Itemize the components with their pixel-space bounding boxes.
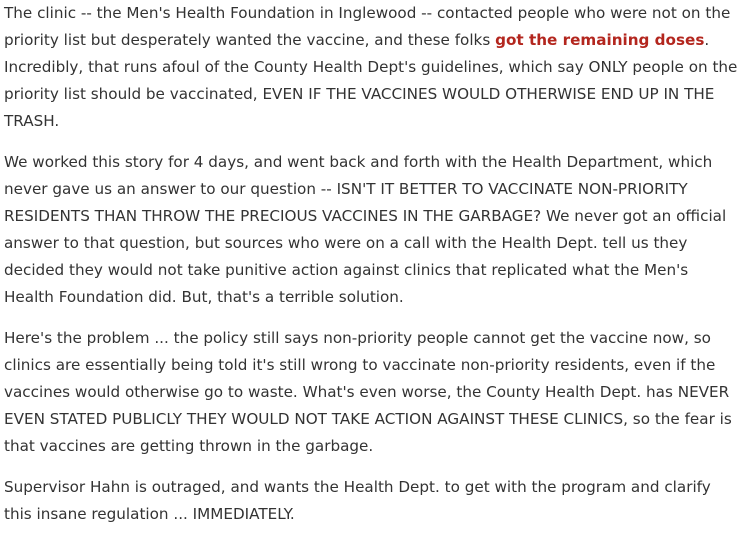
article-body	[4, 0, 738, 542]
paragraph-1-text-start: The clinic -- the Men's Health Foundation in Inglewood -- contacted people who were not on the priority list but desperately wanted the vaccine, and these folks	[4, 4, 731, 49]
article-paragraph-4: Supervisor Hahn is outraged, and wants the Health Dept. to get with the program and clarify this insane regulation ... IMMEDIATELY.	[4, 478, 711, 523]
article-paragraph-2: We worked this story for 4 days, and went back and forth with the Health Department, which never gave us an answer to our question -- ISN'T IT BETTER TO VACCINATE NON-PRIORITY RESIDENTS THAN THROW THE PRECIOUS VACCINES IN THE GARBAGE? We never got an official answer to that question, but sources who were on a call with the Health Dept. tell us they decided they would not take punitive action against clinics that replicated what the Men's Health Foundation did. But, that's a terrible solution.	[4, 153, 727, 306]
article-paragraph-3: Here's the problem ... the policy still says non-priority people cannot get the vaccine now, so clinics are essentially being told it's still wrong to vaccinate non-priority residents, even if the vaccines would otherwise go to waste. What's even worse, the County Health Dept. has NEVER EVEN STATED PUBLICLY THEY WOULD NOT TAKE ACTION AGAINST THESE CLINICS, so the fear is that vaccines are getting thrown in the garbage.	[4, 329, 732, 455]
remaining-doses-link[interactable]: got the remaining doses	[495, 31, 705, 49]
paragraph-1-text-end: . Incredibly, that runs afoul of the County Health Dept's guidelines, which say ONLY people on the priority list should be vaccinated, EVEN IF THE VACCINES WOULD OTHERWISE END UP IN THE TRASH.	[4, 31, 738, 130]
article-paragraph-1	[4, 0, 738, 135]
